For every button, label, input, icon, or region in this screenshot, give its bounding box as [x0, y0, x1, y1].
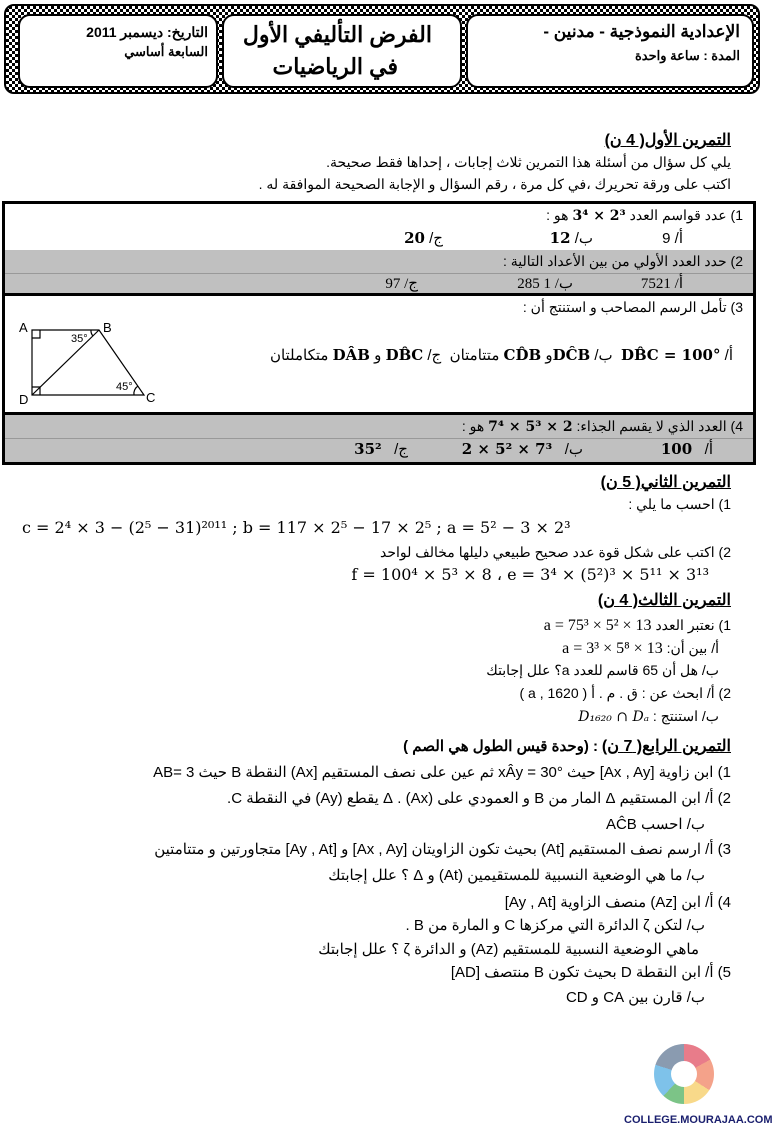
ex3-q1a-expr: a = 3³ × 5⁸ × 13 — [562, 640, 663, 657]
q3-c-expr1: DB̂C — [385, 346, 424, 364]
angle-35: 35° — [71, 333, 88, 345]
label-b: B — [103, 320, 112, 335]
q4-post: هو : — [461, 418, 485, 434]
ex3-q1a: أ/ بين أن: — [666, 640, 719, 656]
q1-expr: 3⁴ × 2³ — [572, 208, 626, 224]
mcq-row-3 — [5, 296, 753, 415]
ex1-intro-1: يلي كل سؤال من أسئلة هذا التمرين ثلاث إجابات ، إحداها فقط صحيحة. — [326, 154, 731, 170]
title-box — [222, 14, 462, 88]
q3-options — [270, 346, 733, 364]
ex2-expressions: c = 2⁴ × 3 − (2⁵ − 31)²⁰¹¹ ; b = 117 × 2⁵ − 17 × 2⁵ ; a = 5² − 3 × 2³ — [22, 518, 571, 537]
q4-option-b: 2 × 5² × 7³ — [461, 440, 553, 458]
ex1-heading: التمرين الأول( 4 ن) — [604, 132, 731, 149]
ex4-line-3: ب/ احسب AĈB — [605, 816, 705, 833]
q3-a-label: أ/ — [724, 347, 733, 364]
ex2-q2: 2) اكتب على شكل قوة عدد صحيح طبيعي دليلها مخالف لواحد — [379, 544, 731, 560]
q1-pre: 1) عدد قواسم العدد — [629, 207, 743, 223]
ex3-q1: 1) نعتبر العدد — [655, 617, 731, 633]
q4-option-c: 35² — [354, 440, 382, 458]
q4-c-label: ج/ — [394, 441, 408, 458]
trapezoid-figure — [13, 314, 158, 404]
q1-option-b-label: ب/ — [574, 230, 593, 247]
mcq-row-2 — [5, 250, 753, 296]
ex4-line-5: ب/ ما هي الوضعية النسبية للمستقيمين (At) و Δ ؟ علل إجابتك — [328, 867, 705, 884]
mcq-table — [2, 201, 756, 465]
q4-option-a: 100 — [660, 440, 693, 458]
q2-option-a: أ/ 7521 — [640, 276, 683, 292]
q1-option-a: أ/ 9 — [662, 230, 683, 247]
q3-option-a: DB̂C = 100° — [621, 346, 721, 364]
ex1-intro-2: اكتب على ورقة تحريرك ،في كل مرة ، رقم السؤال و الإجابة الصحيحة الموافقة له . — [258, 176, 731, 192]
angle-45: 45° — [116, 381, 133, 393]
date: التاريخ: ديسمبر 2011 — [86, 24, 208, 40]
ex4-line-8: ماهي الوضعية النسبية للمستقيم (Az) و الدائرة ζ ؟ علل إجابتك — [318, 941, 699, 958]
q1-post: هو : — [546, 207, 569, 223]
q3-c-label: ج/ — [427, 347, 442, 364]
ex4-line-9: 5) أ/ ابن النقطة D بحيث تكون B منتصف [AD] — [450, 964, 731, 981]
mcq-row-4 — [5, 415, 753, 462]
q3-c-expr2: DÂB — [332, 346, 370, 364]
q4-b-label: ب/ — [564, 441, 583, 458]
q2-option-b: ب/ 1 285 — [517, 276, 573, 292]
q3-b-word: متتامتان — [449, 347, 500, 364]
q3-b-expr2: CD̂B — [503, 346, 542, 364]
ex3-heading: التمرين الثالث( 4 ن) — [597, 592, 731, 609]
row-divider — [5, 438, 753, 439]
title-line-1: الفرض التأليفي الأول — [242, 22, 432, 47]
ex3-q2: 2) أ/ ابحث عن : ق . م . أ ( 1620 , a ) — [519, 685, 731, 701]
ex3-q1b: ب/ هل أن 65 قاسم للعدد a؟ علل إجابتك — [486, 662, 719, 678]
site-logo — [624, 1036, 773, 1136]
ex4-line-6: 4) أ/ ابن [Az) منصف الزاوية [Ay , At] — [504, 894, 731, 911]
ex4-line-7: ب/ لتكن ζ الدائرة التي مركزها C و المارة من B . — [405, 917, 705, 934]
duration: المدة : ساعة واحدة — [634, 48, 740, 63]
ex3-q1-expr: a = 75³ × 5² × 13 — [543, 617, 652, 634]
ex4-line-4: 3) أ/ ارسم نصف المستقيم [At) بحيث تكون الزاويتان [Ax , Ay] و [Ay , At] متجاورتين و متتامتين — [154, 841, 731, 858]
level: السابعة أساسي — [124, 44, 208, 59]
ex2-heading: التمرين الثاني( 5 ن) — [600, 474, 731, 491]
q3-b-expr1: DĈB — [552, 346, 591, 364]
q1-option-c-label: ج/ — [429, 230, 443, 247]
q3-c-word: متكاملتان — [269, 347, 329, 364]
q2-option-c: ج/ 97 — [385, 276, 418, 292]
date-box — [18, 14, 218, 88]
q2-text: 2) حدد العدد الأولي من بين الأعداد التالية : — [502, 253, 743, 269]
ex4-heading: التمرين الرابع( 7 ن) — [601, 738, 731, 755]
and: و — [374, 347, 382, 364]
q4-expr: 7⁴ × 5³ × 2 — [488, 419, 573, 435]
label-c: C — [146, 390, 156, 404]
header-frame — [4, 4, 760, 94]
label-a: A — [19, 320, 28, 335]
q4-pre: 4) العدد الذي لا يقسم الجذاء: — [576, 418, 743, 434]
ex2-expressions-2: f = 100⁴ × 5³ × 8 ، e = 3⁴ × (5²)³ × 5¹¹ × 3¹³ — [351, 565, 709, 584]
school-box — [466, 14, 754, 88]
q1-option-c: 20 — [404, 229, 425, 247]
title-line-2: في الرياضيات — [272, 54, 398, 79]
ex4-line-10: ب/ قارن بين CA و CD — [565, 989, 705, 1006]
ex3-q2b: ب/ استنتج : — [652, 708, 719, 724]
q4-a-label: أ/ — [704, 441, 713, 458]
school-name: الإعدادية النموذجية - مدنين - — [543, 22, 740, 41]
ex4-heading-note: : (وحدة قيس الطول هي الصم ) — [403, 738, 599, 755]
q3-text: 3) تأمل الرسم المصاحب و استنتج أن : — [522, 299, 743, 315]
and: و — [545, 347, 553, 364]
ex4-line-1: 1) ابن زاوية [Ax , Ay] حيث xÂy = 30° ثم عين على نصف المستقيم [Ax) النقطة B حيث AB= 3 — [153, 764, 731, 781]
ex4-line-2: 2) أ/ ابن المستقيم Δ المار من B و العمودي على (Ax) . Δ يقطع (Ay) في النقطة C. — [227, 790, 731, 807]
q1-option-b: 12 — [549, 229, 571, 247]
logo-text: COLLEGE.MOURAJAA.COM — [624, 1114, 773, 1126]
label-d: D — [19, 392, 29, 404]
ex2-q1: 1) احسب ما يلي : — [628, 496, 731, 512]
ex3-q2b-expr: D₁₆₂₀ ∩ Dₐ — [578, 709, 650, 725]
q3-b-label: ب/ — [594, 347, 613, 364]
logo-ring — [654, 1044, 714, 1104]
mcq-row-1 — [5, 204, 753, 253]
